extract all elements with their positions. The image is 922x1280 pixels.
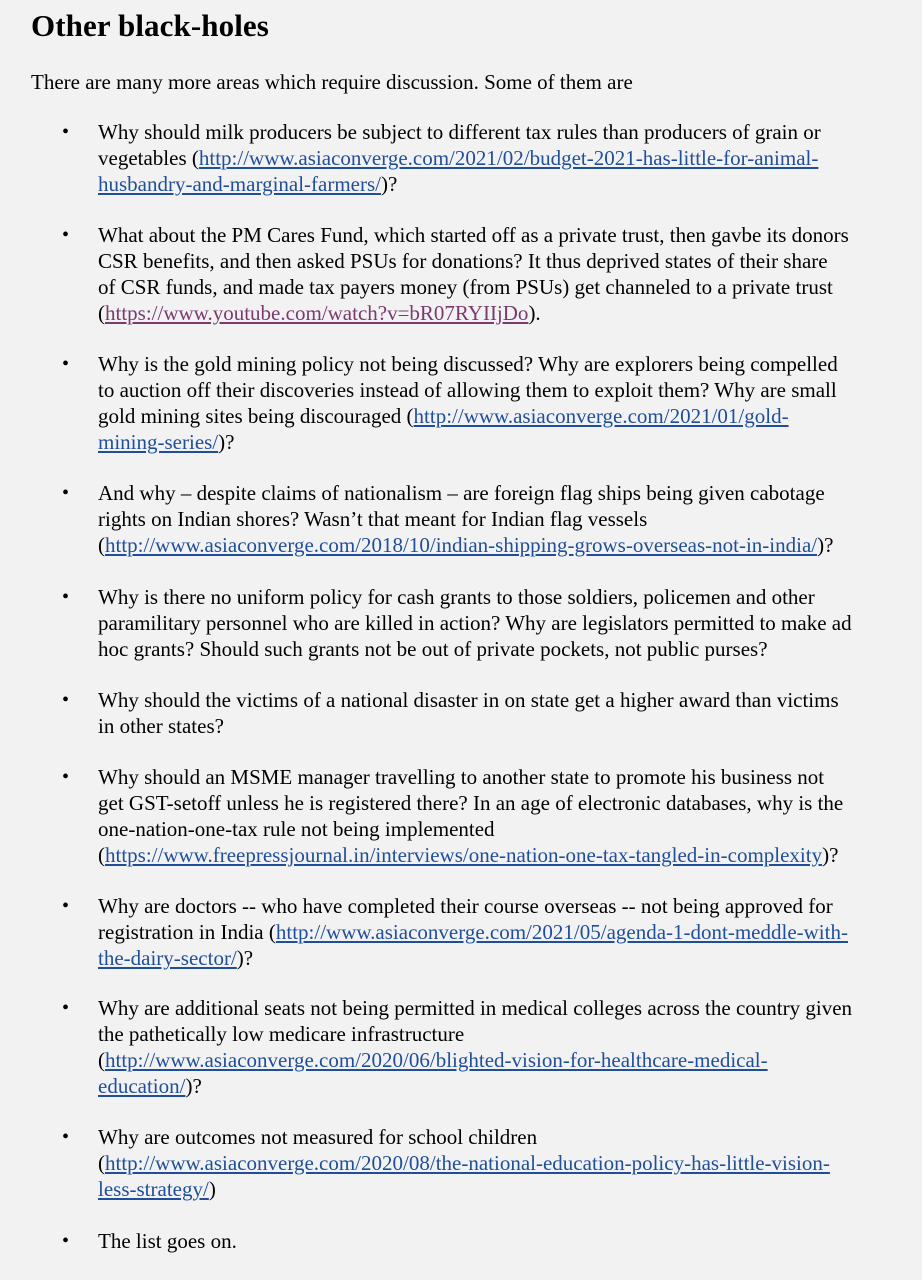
text-segment: What about the PM Cares Fund, which started off as a private trust, then gavbe its donors: [98, 223, 849, 247]
text-segment: of CSR funds, and made tax payers money (from PSUs) get channeled to a private trust: [98, 275, 833, 299]
text-segment: Why should milk producers be subject to different tax rules than producers of grain or: [98, 120, 821, 144]
hyperlink[interactable]: husbandry-and-marginal-farmers/: [98, 172, 382, 196]
text-line: [98, 171, 916, 197]
hyperlink[interactable]: less-strategy/: [98, 1177, 209, 1201]
text-line: [98, 1124, 916, 1150]
list-item-text: [98, 584, 916, 662]
hyperlink[interactable]: the-dairy-sector/: [98, 946, 237, 970]
text-line: [98, 842, 916, 868]
text-segment: Why is there no uniform policy for cash grants to those soldiers, policemen and other: [98, 585, 815, 609]
text-line: [98, 300, 916, 326]
text-line: [98, 480, 916, 506]
text-segment: ): [208, 1177, 216, 1201]
text-line: [98, 995, 916, 1021]
text-segment: )?: [817, 533, 834, 557]
page-title: Other black-holes: [31, 8, 269, 43]
bullet-icon: •: [62, 997, 70, 1019]
text-line: [98, 429, 916, 455]
text-segment: Why should an MSME manager travelling to another state to promote his business not: [98, 765, 825, 789]
text-segment: gold mining sites being discouraged (: [98, 404, 414, 428]
text-segment: get GST-setoff unless he is registered there? In an age of electronic databases, why is the: [98, 791, 844, 815]
text-segment: (: [98, 1151, 105, 1175]
list-item-text: [98, 351, 916, 455]
text-segment: Why is the gold mining policy not being discussed? Why are explorers being compelled: [98, 352, 838, 376]
text-segment: hoc grants? Should such grants not be out of private pockets, not public purses?: [98, 637, 768, 661]
text-segment: Why are doctors -- who have completed their course overseas -- not being approved for: [98, 894, 833, 918]
text-line: [98, 790, 916, 816]
text-segment: The list goes on.: [98, 1229, 237, 1253]
bullet-icon: •: [62, 895, 70, 917]
bullet-icon: •: [62, 586, 70, 608]
text-segment: Why should the victims of a national disaster in on state get a higher award than victims: [98, 688, 839, 712]
text-segment: one-nation-one-tax rule not being implemented: [98, 817, 495, 841]
text-line: [98, 1021, 916, 1047]
list-item: [31, 1228, 916, 1254]
list-item-text: [98, 222, 916, 326]
bullet-icon: •: [62, 766, 70, 788]
list-item-text: [98, 1228, 916, 1254]
text-line: [98, 248, 916, 274]
text-segment: And why – despite claims of nationalism – are foreign flag ships being given cabotage: [98, 481, 825, 505]
text-line: [98, 893, 916, 919]
text-line: [98, 274, 916, 300]
list-item: [31, 995, 916, 1099]
list-item: [31, 119, 916, 197]
text-line: [98, 145, 916, 171]
text-line: [98, 945, 916, 971]
text-segment: the pathetically low medicare infrastructure: [98, 1022, 465, 1046]
text-segment: registration in India (: [98, 920, 276, 944]
text-line: [98, 687, 916, 713]
text-line: [98, 1073, 916, 1099]
text-segment: (: [98, 843, 105, 867]
list-item: [31, 1124, 916, 1202]
list-item-text: [98, 764, 916, 868]
text-line: [98, 610, 916, 636]
text-line: [98, 222, 916, 248]
bullet-icon: •: [62, 121, 70, 143]
list-item-text: [98, 893, 916, 971]
text-line: [98, 1228, 916, 1254]
list-item: [31, 351, 916, 455]
hyperlink[interactable]: mining-series/: [98, 430, 219, 454]
list-item: [31, 480, 916, 558]
bullet-icon: •: [62, 1230, 70, 1252]
text-segment: in other states?: [98, 714, 224, 738]
text-line: [98, 816, 916, 842]
text-line: [98, 919, 916, 945]
list-item: [31, 584, 916, 662]
text-segment: ).: [528, 301, 541, 325]
list-item: [31, 764, 916, 868]
hyperlink[interactable]: https://www.freepressjournal.in/interviews/one-nation-one-tax-tangled-in-complexity: [105, 843, 823, 867]
hyperlink[interactable]: http://www.asiaconverge.com/2020/06/blighted-vision-for-healthcare-medical-: [105, 1048, 768, 1072]
text-segment: CSR benefits, and then asked PSUs for donations? It thus deprived states of their share: [98, 249, 828, 273]
bullet-icon: •: [62, 353, 70, 375]
hyperlink[interactable]: http://www.asiaconverge.com/2020/08/the-national-education-policy-has-little-vision-: [105, 1151, 830, 1175]
list-item-text: [98, 119, 916, 197]
list-item-text: [98, 1124, 916, 1202]
text-line: [98, 1047, 916, 1073]
text-segment: )?: [822, 843, 839, 867]
hyperlink[interactable]: http://www.asiaconverge.com/2021/05/agenda-1-dont-meddle-with-: [275, 920, 848, 944]
text-line: [98, 403, 916, 429]
text-line: [98, 1176, 916, 1202]
text-segment: vegetables (: [98, 146, 199, 170]
bullet-icon: •: [62, 482, 70, 504]
text-segment: rights on Indian shores? Wasn’t that meant for Indian flag vessels: [98, 507, 648, 531]
hyperlink[interactable]: https://www.youtube.com/watch?v=bR07RYIIjDo: [105, 301, 529, 325]
text-line: [98, 506, 916, 532]
text-segment: to auction off their discoveries instead of allowing them to exploit them? Why are small: [98, 378, 837, 402]
text-line: [98, 119, 916, 145]
list-item-text: [98, 995, 916, 1099]
list-item: [31, 687, 916, 739]
text-line: [98, 584, 916, 610]
hyperlink[interactable]: http://www.asiaconverge.com/2021/02/budget-2021-has-little-for-animal-: [198, 146, 819, 170]
text-segment: (: [98, 533, 105, 557]
text-line: [98, 713, 916, 739]
text-segment: )?: [236, 946, 254, 970]
list-item-text: [98, 480, 916, 558]
bullet-icon: •: [62, 1126, 70, 1148]
text-line: [98, 764, 916, 790]
text-line: [98, 377, 916, 403]
text-segment: paramilitary personnel who are killed in action? Why are legislators permitted to make ad: [98, 611, 852, 635]
bullet-icon: •: [62, 689, 70, 711]
bullet-icon: •: [62, 224, 70, 246]
hyperlink[interactable]: education/: [98, 1074, 186, 1098]
text-segment: Why are additional seats not being permitted in medical colleges across the country given: [98, 996, 853, 1020]
text-segment: (: [98, 301, 105, 325]
text-segment: Why are outcomes not measured for school children: [98, 1125, 538, 1149]
text-segment: (: [98, 1048, 105, 1072]
text-segment: )?: [218, 430, 235, 454]
text-line: [98, 1150, 916, 1176]
hyperlink[interactable]: http://www.asiaconverge.com/2018/10/indian-shipping-grows-overseas-not-in-india/: [105, 533, 818, 557]
text-line: [98, 351, 916, 377]
text-segment: )?: [185, 1074, 202, 1098]
list-item-text: [98, 687, 916, 739]
hyperlink[interactable]: http://www.asiaconverge.com/2021/01/gold-: [413, 404, 789, 428]
list-item: [31, 222, 916, 326]
intro-paragraph: There are many more areas which require discussion. Some of them are: [31, 70, 633, 94]
list-item: [31, 893, 916, 971]
text-line: [98, 636, 916, 662]
text-segment: )?: [381, 172, 398, 196]
text-line: [98, 532, 916, 558]
